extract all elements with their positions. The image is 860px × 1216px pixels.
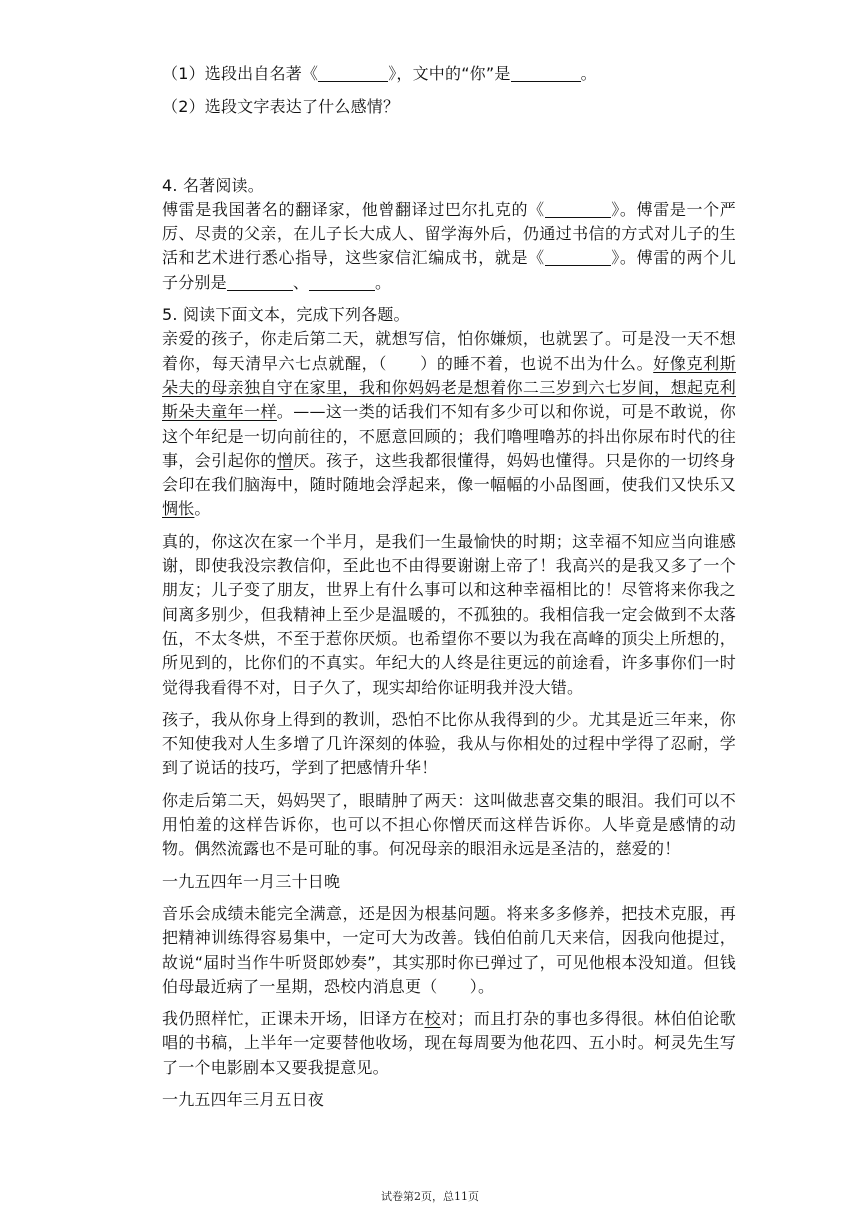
letter-paragraph-1: 亲爱的孩子，你走后第二天，就想写信，怕你嫌烦，也就罢了。可是没一天不想着你，每天清早六七点就醒，（ ）的睡不着，也说不出为什么。好像克利斯朵夫的母亲独自守在家里，我和你妈妈老是想着你二三岁到六七岁间，想起克利斯朵夫童年一样。——这一类的话我们不知有多少可以和你说，可是不敢说，你这个年纪是一切向前往的，不愿意回顾的；我们噜哩噜苏的抖出你尿布时代的往事，会引起你的憎厌。孩子，这些我都很懂得，妈妈也懂得。只是你的一切终身会印在我们脑海中，随时随地会浮起来，像一幅幅的小品图画，使我们又快乐又惆怅。 — [162, 329, 736, 519]
letter-paragraph-6: 我仍照样忙，正课未开场，旧译方在校对；而且打杂的事也多得很。林伯伯论歌唱的书稿，上半年一定要替他收场，现在每周要为他花四、五小时。柯灵先生写了一个电影剧本又要我提意见。 — [162, 1009, 736, 1077]
underlined-sentence: 好像克利斯朵夫的母亲独自守在家里，我和你妈妈老是想着你二三岁到六七岁间，想起克利斯朵夫童年一样 — [162, 353, 736, 422]
letter-paragraph-3: 孩子，我从你身上得到的教训，恐怕不比你从我得到的少。尤其是近三年来，你不知使我对人生多增了几许深刻的体验，我从与你相处的过程中学得了忍耐，学到了说话的技巧，学到了把感情升华！ — [162, 709, 736, 778]
answer-blank[interactable] — [227, 272, 293, 291]
letter-paragraph-4: 你走后第二天，妈妈哭了，眼睛肿了两天：这叫做悲喜交集的眼泪。我们可以不用怕羞的这样告诉你，也可以不担心你憎厌而这样告诉你。人毕竟是感情的动物。偶然流露也不是可耻的事。何况母亲的眼泪永远是圣洁的，慈爱的！ — [162, 790, 736, 859]
section-4-text: 傅雷是我国著名的翻译家，他曾翻译过巴尔扎克的《 》。傅雷是一个严厉、尽责的父亲，在儿子长大成人、留学海外后，仍通过书信的方式对儿子的生活和艺术进行悉心指导，这些家信汇编成书，就是《 》。傅雷的两个儿子分别是 、 。 — [162, 199, 736, 292]
underlined-word: 憎 — [276, 450, 294, 470]
letter-paragraph-5: 音乐会成绩未能完全满意，还是因为根基问题。将来多多修养，把技术克服，再把精神训练得容易集中，一定可大为改善。钱伯伯前几天来信，因我向他提过，故说“届时当作牛听贤郎妙奏”，其实那时你已弹过了，可见他根本没知道。但钱伯母最近病了一星期，恐校内消息更（ ）。 — [162, 903, 736, 996]
underlined-word: 校 — [424, 1009, 441, 1029]
question-2: （2）选段文字表达了什么感情？ — [162, 97, 400, 117]
underlined-word: 惆怅 — [162, 499, 195, 519]
section-4-heading: 4. 名著阅读。 — [162, 175, 264, 195]
section-5-heading: 5. 阅读下面文本，完成下列各题。 — [162, 305, 410, 325]
letter-paragraph-2: 真的，你这次在家一个半月，是我们一生最愉快的时期；这幸福不知应当向谁感谢，即使我没宗教信仰，至此也不由得要谢谢上帝了！我高兴的是我又多了一个朋友；儿子变了朋友，世界上有什么事可以和这种幸福相比的！尽管将来你我之间离多别少，但我精神上至少是温暖的，不孤独的。我相信我一定会做到不太落伍，不太冬烘，不至于惹你厌烦。也希望你不要以为我在高峰的顶尖上所想的，所见到的，比你们的不真实。年纪大的人终是往更远的前途看，许多事你们一时觉得我看得不对，日子久了，现实却给你证明我并没大错。 — [162, 531, 736, 697]
letter-date-2: 一九五四年三月五日夜 — [162, 1089, 325, 1109]
page-content — [162, 62, 736, 1112]
answer-blank[interactable] — [545, 247, 611, 266]
answer-space — [162, 120, 736, 174]
answer-blank[interactable] — [511, 63, 581, 82]
answer-blank[interactable] — [545, 199, 611, 218]
page-footer: 试卷第2页，总11页 — [381, 1190, 479, 1203]
answer-blank[interactable] — [309, 272, 375, 291]
letter-date-1: 一九五四年一月三十日晚 — [162, 871, 341, 891]
answer-blank[interactable] — [318, 63, 388, 82]
question-1: （1）选段出自名著《 》，文中的“你”是 。 — [162, 64, 597, 83]
